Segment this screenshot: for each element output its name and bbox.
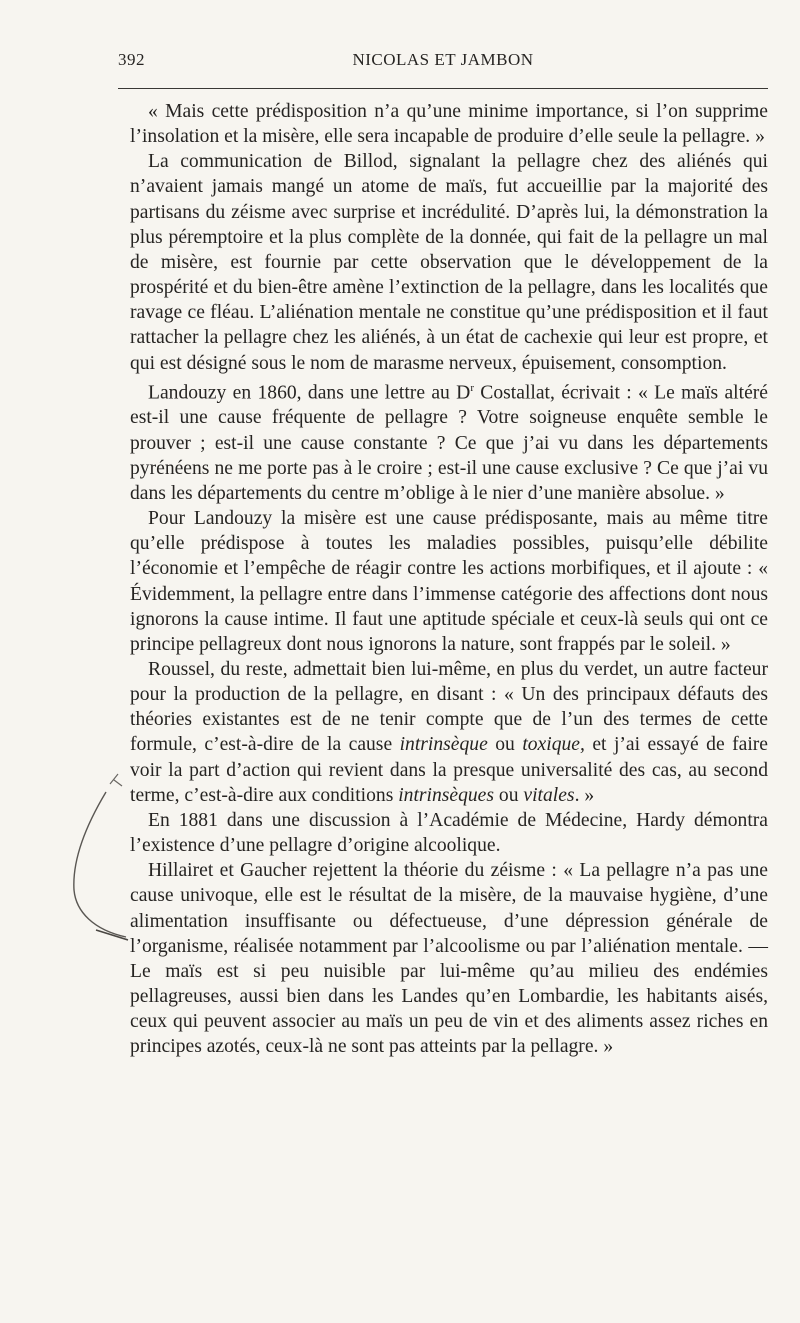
page-header: [118, 50, 768, 76]
page-number: 392: [118, 50, 145, 69]
running-title: NICOLAS ET JAMBON: [352, 50, 534, 69]
italic-term: vitales: [523, 784, 575, 806]
superscript: r: [470, 381, 474, 394]
paragraph: Hillairet et Gaucher rejettent la théorie du zéisme : « La pellagre n’a pas une cause univoque, elle est le résultat de la misère, de la mauvaise hygiène, d’une alimentation insuffisante ou défectueuse, d’une dépression générale de l’organisme, réalisée notamment par l’alcoolisme ou par l’aliénation mentale. — Le maïs est si peu nuisible par lui-même qu’au milieu des endémies pellagreuses, aussi bien dans les Landes qu’en Lombardie, les habitants aisés, ceux qui peuvent associer au maïs un peu de vin et des aliments assez riches en principes azotés, ceux-là ne sont pas atteints par la pellagre. »: [130, 860, 768, 1058]
italic-term: toxique,: [522, 734, 585, 756]
paragraph: En 1881 dans une discussion à l’Académie de Médecine, Hardy démontra l’existence d’une pellagre d’origine alcoolique.: [130, 809, 768, 857]
body-text: [130, 99, 768, 1059]
paragraph: « Mais cette prédisposition n’a qu’une minime importance, si l’on supprime l’insolation et la misère, elle sera incapable de produire d’elle seule la pellagre. »: [130, 101, 768, 148]
italic-term: intrinsèque: [399, 734, 488, 756]
paragraph: La communication de Billod, signalant la pellagre chez des aliénés qui n’avaient jamais mangé un atome de maïs, fut accueillie par la majorité des partisans du zéisme avec surprise et incrédulité. D’après lui, la démonstration la plus péremptoire et la plus complète de la donnée, qui fait de la pellagre un mal de misère, est fournie par cette observation que le développement de la prospérité et du bien-être amène l’extinction de la pellagre, dans les localités que ravage ce fléau. L’aliénation mentale ne constitue qu’une prédisposition et il faut rattacher la pellagre chez les aliénés, à un état de cachexie qui leur est propre, et qui est désigné sous le nom de marasme nerveux, épuisement, consomption.: [130, 151, 768, 374]
margin-pencil-mark: [66, 772, 130, 942]
paragraph: Landouzy en 1860, dans une lettre au $D^r$ Costallat, écrivait : « Le maïs altéré est-il une cause fréquente de pellagre ? Votre soigneuse enquête semble le prouver ; est-il une cause constante ? Ce que j’ai vu dans les départements pyrénéens ne me porte pas à le croire ; est-il une cause exclusive ? Ce que j’ai vu dans les départements du centre m’oblige à le nier d’une manière absolue. »: [130, 381, 768, 504]
header-rule: [118, 88, 768, 89]
paragraph: Pour Landouzy la misère est une cause prédisposante, mais au même titre qu’elle prédispose à toutes les maladies possibles, puisqu’elle débilite l’économie et l’empêche de réagir contre les actions morbifiques, et il ajoute : « Évidemment, la pellagre entre dans l’immense catégorie des affections dont nous ignorons la cause intime. Il faut une aptitude spéciale et ceux-là seuls qui ont ce principe pellagreux dont nous ignorons la nature, sont frappés par le soleil. »: [130, 508, 768, 655]
paragraph: Roussel, du reste, admettait bien lui-même, en plus du verdet, un autre facteur pour la production de la pellagre, en disant : « Un des principaux défauts des théories existantes est de ne tenir compte que de l’un des termes de cette formule, c’est-à-dire de la cause intrinsèque ou toxique, et j’ai essayé de faire voir la part d’action qui revient dans la presque universalité des cas, au second terme, c’est-à-dire aux conditions intrinsèques ou vitales. »: [130, 658, 768, 806]
italic-term: intrinsèques: [398, 784, 495, 806]
